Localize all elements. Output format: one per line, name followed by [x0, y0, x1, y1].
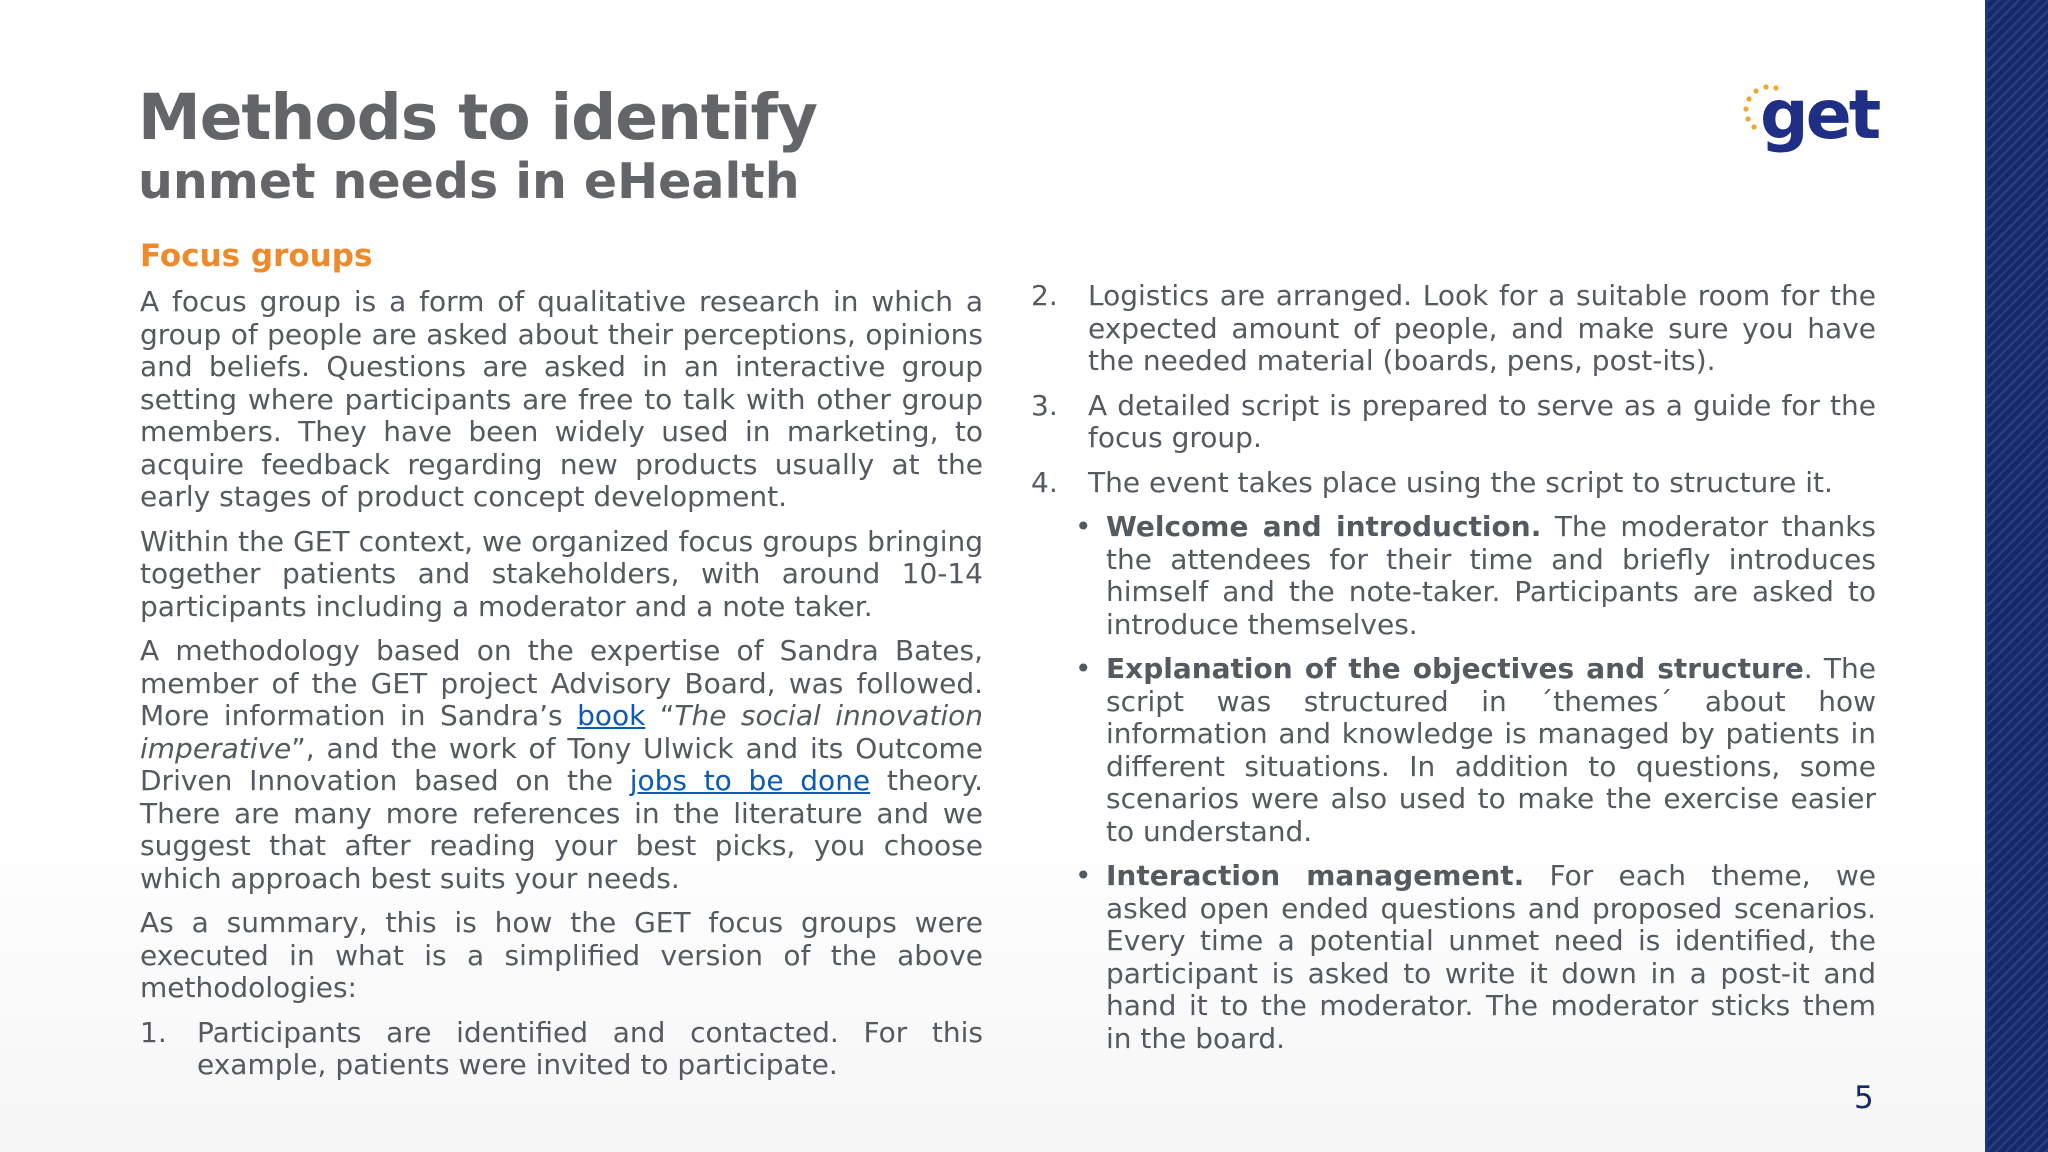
- step-text: Logistics are arranged. Look for a suitable room for the expected amount of people, and make sure you have the needed material (boards, pens, post-its).: [1088, 279, 1876, 377]
- bullet-body: . The script was structured in ´themes´ about how information and knowledge is managed by patients in different situations. In addition to questions, some scenarios were also used to make the exercise easier to understand.: [1106, 652, 1876, 848]
- bullet-lead: Interaction management.: [1106, 859, 1525, 892]
- get-logo: [1742, 76, 1892, 166]
- right-decorative-stripe: [1985, 0, 2048, 1152]
- jobs-to-be-done-link[interactable]: jobs to be done: [629, 764, 871, 797]
- step-number: 4.: [1031, 465, 1058, 499]
- book-link[interactable]: book: [577, 699, 646, 732]
- step-text: A detailed script is prepared to serve as a guide for the focus group.: [1088, 388, 1876, 454]
- bullet-text: [1106, 511, 1876, 641]
- step-number: 3.: [1031, 388, 1058, 422]
- logo-wordmark: get: [1760, 76, 1879, 155]
- bullet-interaction: [1075, 860, 1876, 1055]
- page-number: 5: [1854, 1080, 1874, 1116]
- summary-paragraph: As a summary, this is how the GET focus groups were executed in what is a simplified version of the above methodologies:: [140, 906, 983, 1004]
- methodology-text-1: A methodology based on the expertise of Sandra Bates, member of the GET project Advisory Board, was followed. More information in Sandra’s: [140, 634, 983, 732]
- section-heading: Focus groups: [140, 238, 373, 274]
- right-column: [1031, 280, 1876, 1067]
- intro-paragraph: A focus group is a form of qualitative research in which a group of people are asked about their perceptions, opinions and beliefs. Questions are asked in an interactive group setting where participants are free to talk with other group members. They have been widely used in marketing, to acquire feedback regarding new products usually at the early stages of product concept development.: [140, 285, 983, 513]
- get-logo-icon: [1742, 76, 1892, 166]
- step-item-1: [140, 1017, 983, 1082]
- bullet-welcome: [1075, 511, 1876, 641]
- methodology-text-4: theory. There are many more references in the literature and we suggest that after reading your best picks, you choose which approach best suits your needs.: [140, 764, 983, 895]
- step-text: The event takes place using the script to structure it.: [1088, 465, 1833, 499]
- step-number: 2.: [1031, 279, 1058, 312]
- bullet-icon: •: [1075, 859, 1092, 892]
- step-item-4: [1031, 467, 1876, 500]
- slide-title: Methods to identify: [138, 81, 817, 154]
- methodology-text-2: “: [645, 699, 675, 732]
- bullet-text: [1106, 860, 1876, 1055]
- context-paragraph: Within the GET context, we organized focus groups bringing together patients and stakeholders, with around 10-14 participants including a moderator and a note taker.: [140, 524, 983, 623]
- step-item-2: [1031, 280, 1876, 378]
- left-column: [140, 286, 983, 1094]
- step-text: Participants are identified and contacted. For this example, patients were invited to participate.: [197, 1015, 983, 1081]
- bullet-icon: •: [1075, 510, 1092, 543]
- bullet-lead: Explanation of the objectives and structure: [1106, 652, 1804, 685]
- bullet-objectives: [1075, 653, 1876, 848]
- methodology-paragraph: [140, 635, 983, 895]
- step-item-3: [1031, 390, 1876, 455]
- bullet-text: [1106, 653, 1876, 848]
- methodology-text-3: ”, and the work of Tony Ulwick and its Outcome Driven Innovation based on the: [140, 731, 983, 797]
- bullet-lead: Welcome and introduction.: [1106, 510, 1542, 543]
- bullet-body: For each theme, we asked open ended questions and proposed scenarios. Every time a potential unmet need is identified, the participant is asked to write it down in a post-it and hand it to the moderator. The moderator sticks them in the board.: [1106, 859, 1876, 1055]
- book-title: The social innovation imperative: [140, 699, 984, 765]
- bullet-body: The moderator thanks the attendees for their time and briefly introduces himself and the note-taker. Participants are asked to introduce themselves.: [1106, 510, 1877, 641]
- slide-subtitle: unmet needs in eHealth: [138, 153, 800, 210]
- step-number: 1.: [140, 1015, 167, 1049]
- bullet-icon: •: [1075, 652, 1092, 685]
